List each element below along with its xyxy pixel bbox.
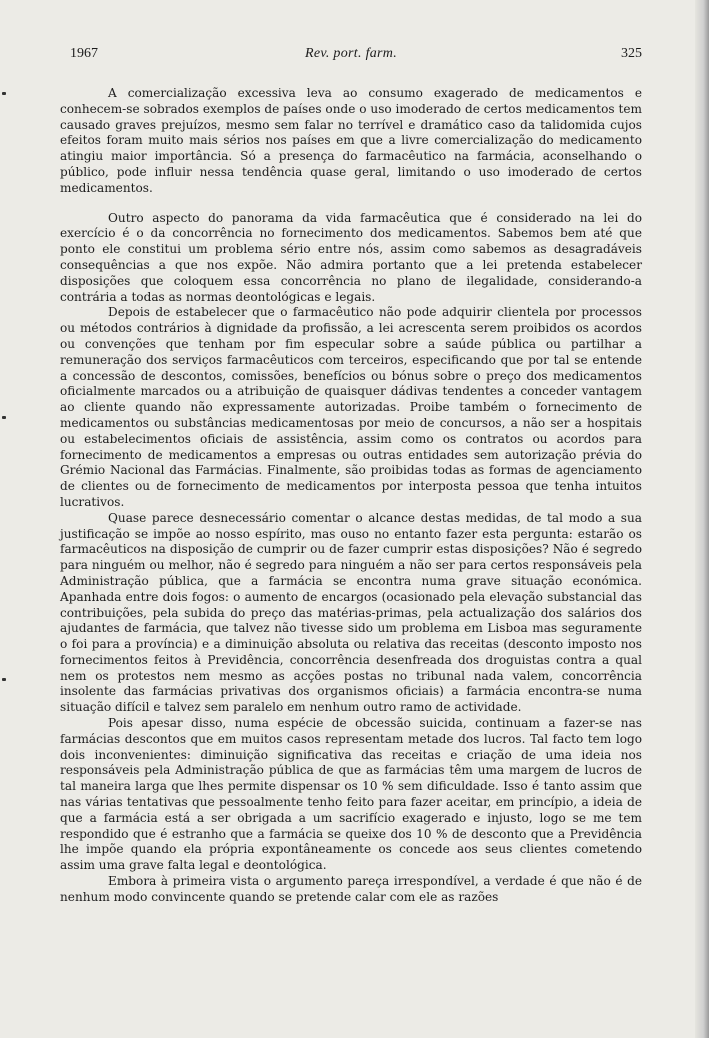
journal-page: [60, 40, 642, 1020]
header-year: 1967: [70, 46, 98, 61]
running-head: [60, 40, 642, 66]
header-journal-title: Rev. port. farm.: [304, 46, 398, 61]
paragraph: Depois de estabelecer que o farmacêutico não pode adquirir clientela por processos ou métodos contrários à dignidade da profissão, a lei acrescenta serem proibidos os acordos ou convenções que tenham por fim especular sobre a saúde pública ou partilhar a remuneração dos serviços farmacêuticos com terceiros, especificando que por tal se entende a concessão de descontos, comissões, benefícios ou bónus sobre o preço dos medicamentos oficialmente marcados ou a atribuição de quaisquer dádivas tendentes a conceder vantagem ao cliente quando não expressamente autorizadas. Proibe também o fornecimento de medicamentos ou substâncias medicamentosas por meio de concursos, a não ser a hospitais ou estabelecimentos oficiais de assistência, assim como os contratos ou acordos para fornecimento de medicamentos a empresas ou outras entidades sem autorização prévia do Grémio Nacional das Farmácias. Finalmente, são proibidas todas as formas de agenciamento de clientes ou de fornecimento de medicamentos por interposta pessoa que tenha intuitos lucrativos.: [60, 305, 642, 509]
paragraph: Pois apesar disso, numa espécie de obcessão suicida, continuam a fazer-se nas farmácias descontos que em muitos casos representam metade dos lucros. Tal facto tem logo dois inconvenientes: diminuição significativa das receitas e criação de uma ideia nos responsáveis pela Administração pública de que as farmácias têm uma margem de lucros de tal maneira larga que lhes permite dispensar os 10 % sem dificuldade. Isso é tanto assim que nas várias tentativas que pessoalmente tenho feito para fazer aceitar, em princípio, a ideia de que a farmácia está a ser obrigada a um sacrifício exagerado e injusto, logo se me tem respondido que é estranho que a farmácia se queixe dos 10 % de desconto que a Previdência lhe impõe quando ela própria expontâneamente os concede aos seus clientes cometendo assim uma grave falta legal e deontológica.: [60, 716, 642, 873]
margin-speck: [2, 92, 6, 95]
header-page-number: 325: [621, 46, 642, 61]
paragraph: A comercialização excessiva leva ao consumo exagerado de medicamentos e conhecem-se sobrados exemplos de países onde o uso imoderado de certos medicamentos tem causado graves prejuízos, mesmo sem falar no terrível e dramático caso da talidomida cujos efeitos foram muito mais sérios nos países em que a livre comercialização do medicamento atingiu maior importância. Só a presença do farmacêutico na farmácia, aconselhando o público, pode influir nessa tendência quase geral, limitando o uso imoderado de certos medicamentos.: [60, 86, 642, 195]
paragraph: Embora à primeira vista o argumento pareça irrespondível, a verdade é que não é de nenhum modo convincente quando se pretende calar com ele as razões: [60, 874, 642, 904]
scan-edge-shadow: [695, 0, 709, 1038]
paragraph: Quase parece desnecessário comentar o alcance destas medidas, de tal modo a sua justificação se impõe ao nosso espírito, mas ouso no entanto fazer esta pergunta: estarão os farmacêuticos na disposição de cumprir ou de fazer cumprir estas disposições? Não é segredo para ninguém ou melhor, não é segredo para ninguém a não ser para certos responsáveis pela Administração pública, que a farmácia se encontra numa grave situação económica. Apanhada entre dois fogos: o aumento de encargos (ocasionado pela elevação substancial das contribuições, pela subida do preço das matérias-primas, pela actualização dos salários dos ajudantes de farmácia, que talvez não tivesse sido um problema em Lisboa mas seguramente o foi para a província) e a diminuição absoluta ou relativa das receitas (desconto imposto nos fornecimentos feitos à Previdência, concorrência desenfreada dos droguistas contra a qual nem os protestos nem mesmo as acções postas no tribunal nada valem, concorrência insolente das farmácias privativas dos organismos oficiais) a farmácia encontra-se numa situação difícil e talvez sem paralelo em nenhum outro ramo de actividade.: [60, 510, 642, 715]
paragraph: Outro aspecto do panorama da vida farmacêutica que é considerado na lei do exercício é o da concorrência no fornecimento dos medicamentos. Sabemos bem até que ponto ele constitui um problema sério entre nós, assim como sabemos as desagradáveis consequências a que nos expõe. Não admira portanto que a lei pretenda estabelecer disposições que coloquem essa concorrência no plano de ilegalidade, considerando-a contrária a todas as normas deontológicas e legais.: [60, 210, 642, 304]
margin-speck: [2, 678, 6, 681]
margin-speck: [2, 416, 6, 419]
article-body: [60, 86, 642, 906]
